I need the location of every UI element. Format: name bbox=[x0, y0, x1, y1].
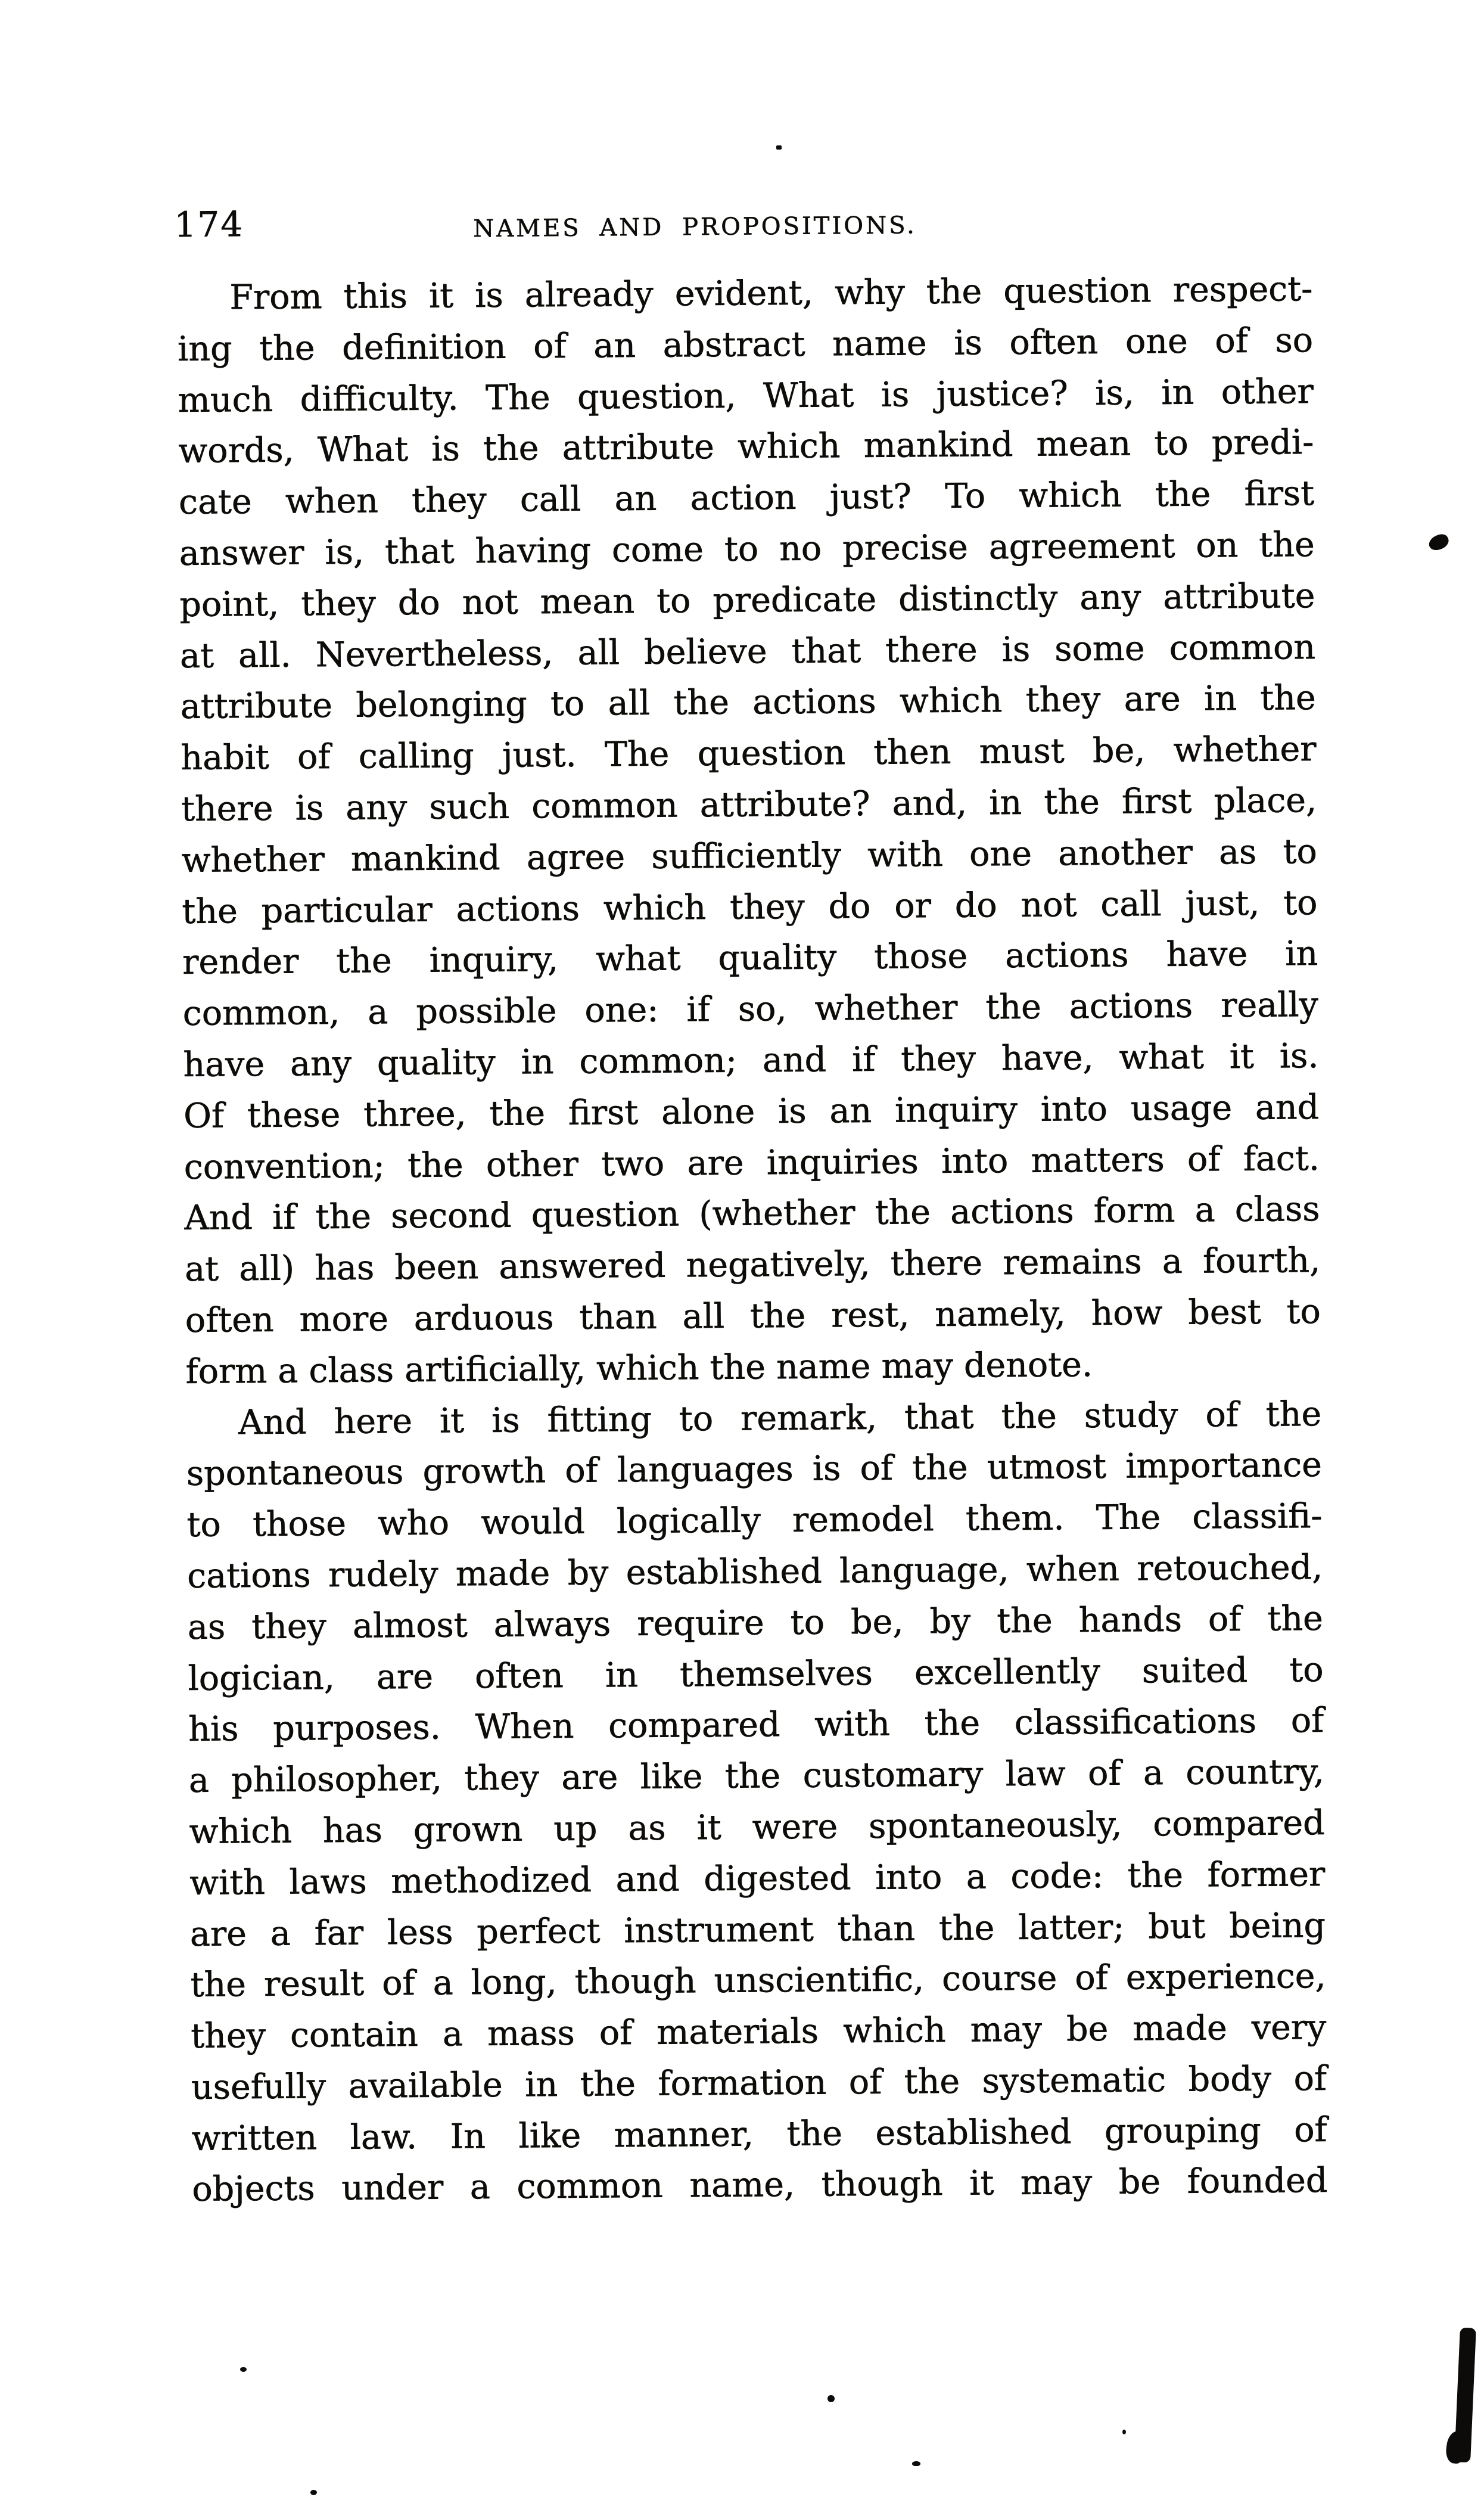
text-line: form a class artificially, which the name may denote. bbox=[185, 1344, 1093, 1391]
text-line: From this it is already evident, why the question respect- bbox=[229, 269, 1313, 318]
text-line: a philosopher, they are like the customary law of a country, bbox=[188, 1752, 1325, 1801]
text-line: ing the definition of an abstract name is often one of so bbox=[177, 320, 1314, 369]
text-line: written law. In like manner, the established grouping of bbox=[191, 2110, 1327, 2158]
page-body bbox=[177, 264, 1328, 2216]
speck-mark bbox=[1122, 2430, 1126, 2434]
speck-mark bbox=[310, 2490, 317, 2495]
text-line: common, a possible one: if so, whether the actions really bbox=[182, 985, 1319, 1034]
text-line: And here it is fitting to remark, that the study of the bbox=[238, 1394, 1322, 1442]
text-line: the result of a long, though unscientific, course of experience, bbox=[190, 1956, 1326, 2005]
text-line: Of these three, the first alone is an inquiry into usage and bbox=[183, 1087, 1320, 1136]
text-line: with laws methodized and digested into a code: the former bbox=[189, 1854, 1326, 1903]
text-line: as they almost always require to be, by the hands of the bbox=[187, 1598, 1324, 1647]
text-line: which has grown up as it were spontaneously, compared bbox=[189, 1803, 1325, 1852]
text-line: usefully available in the formation of the systematic body of bbox=[191, 2058, 1327, 2107]
text-line: have any quality in common; and if they have, what it is. bbox=[183, 1036, 1319, 1085]
text-line: logician, are often in themselves excellently suited to bbox=[188, 1650, 1324, 1698]
speck-mark bbox=[912, 2461, 920, 2466]
text-line: convention; the other two are inquiries into matters of fact. bbox=[183, 1138, 1320, 1187]
text-line: at all) has been answered negatively, there remains a fourth, bbox=[184, 1241, 1321, 1290]
text-line: whether mankind agree sufficiently with one another as to bbox=[181, 831, 1318, 880]
text-line: cations rudely made by established language, when retouched, bbox=[187, 1547, 1323, 1596]
text-line: much difficulty. The question, What is justice? is, in other bbox=[178, 371, 1314, 420]
text-line: objects under a common name, though it may be founded bbox=[192, 2161, 1328, 2210]
text-line: answer is, that having come to no precise agreement on the bbox=[179, 525, 1315, 574]
text-line: his purposes. When compared with the classifications of bbox=[188, 1701, 1324, 1750]
text-line: there is any such common attribute? and, in the first place, bbox=[181, 781, 1317, 829]
speck-mark bbox=[827, 2395, 835, 2402]
text-line: attribute belonging to all the actions which they are in the bbox=[180, 678, 1317, 727]
text-line: they contain a mass of materials which may be made very bbox=[191, 2008, 1327, 2057]
text-line: words, What is the attribute which mankind mean to predi- bbox=[178, 423, 1314, 471]
page-number: 174 bbox=[174, 204, 244, 246]
speck-mark bbox=[776, 145, 782, 150]
text-line: cate when they call an action just? To which the first bbox=[178, 474, 1315, 523]
text-line: And if the second question (whether the actions form a class bbox=[184, 1189, 1320, 1238]
text-line: at all. Nevertheless, all believe that there is some common bbox=[179, 627, 1316, 676]
text-line: often more arduous than all the rest, namely, how best to bbox=[185, 1291, 1321, 1340]
text-line: point, they do not mean to predicate distinctly any attribute bbox=[179, 576, 1315, 625]
text-line: render the inquiry, what quality those actions have in bbox=[182, 934, 1318, 983]
text-line: spontaneous growth of languages is of the utmost importance bbox=[186, 1445, 1323, 1494]
text-line: to those who would logically remodel them. The classifi- bbox=[186, 1496, 1323, 1545]
text-line: the particular actions which they do or do not call just, to bbox=[182, 883, 1318, 931]
text-line: habit of calling just. The question then must be, whether bbox=[181, 729, 1317, 778]
text-line: are a far less perfect instrument than the latter; but being bbox=[189, 1905, 1326, 1954]
speck-mark bbox=[240, 2367, 247, 2372]
running-title: NAMES AND PROPOSITIONS. bbox=[473, 212, 917, 243]
